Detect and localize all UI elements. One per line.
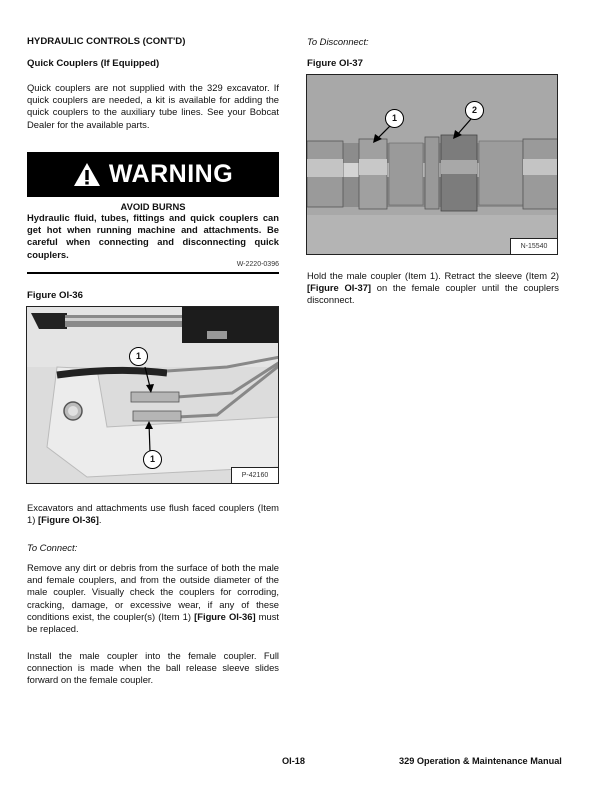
warning-rule [27, 272, 279, 274]
warning-heading: AVOID BURNS [120, 201, 186, 212]
figure-reference: [Figure OI-36] [194, 610, 256, 622]
intro-paragraph: Quick couplers are not supplied with the 329 excavator. If quick couplers are needed, a kit is available for adding the quick couplers to the auxiliary tube lines. See your Bobcat Dealer for the available parts. [27, 82, 279, 130]
figure-36-photo [26, 306, 279, 484]
flush-couplers-paragraph [27, 502, 279, 526]
inspect-couplers-paragraph [27, 562, 279, 635]
figure-37-caption: Figure OI-37 [307, 58, 363, 69]
figure-36-caption: Figure OI-36 [27, 290, 83, 301]
warning-title: WARNING [108, 160, 234, 188]
figure-36-photo-id: P-42160 [231, 467, 278, 483]
warning-triangle-icon [73, 162, 101, 187]
subheading: Quick Couplers (If Equipped) [27, 58, 160, 69]
paragraph-text: Remove any dirt or debris from the surface of both the male and female couplers, and from the outside diameter of the male coupler. Visually check the couplers for corroding, cracking, damage, or excessive wear, if any of these conditions exist, the coupler(s) (Item 1) [27, 562, 279, 622]
figure-37-callout-2: 2 [465, 101, 484, 120]
paragraph-text: . [98, 514, 102, 526]
install-coupler-paragraph: Install the male coupler into the female coupler. Full connection is made when the ball release sleeve slides forward on the female coupler. [27, 650, 279, 686]
figure-37-callout-1: 1 [385, 109, 404, 128]
figure-reference: [Figure OI-37] [307, 282, 372, 294]
disconnect-paragraph [307, 270, 559, 307]
warning-text: Hydraulic fluid, tubes, fittings and quick couplers can get hot when running machine and attachments. Be careful when connecting and disconnecting quick couplers. [27, 212, 279, 260]
to-connect-label: To Connect: [27, 542, 78, 553]
warning-code: W-2220-0396 [236, 261, 279, 268]
paragraph-text: Excavators and attachments use flush faced couplers (Item 1) [27, 502, 279, 526]
figure-37-photo-id: N-15540 [510, 238, 557, 254]
to-disconnect-label: To Disconnect: [307, 36, 369, 47]
manual-title: 329 Operation & Maintenance Manual [399, 756, 562, 766]
section-heading: HYDRAULIC CONTROLS (CONT'D) [27, 36, 186, 47]
page-number: OI-18 [282, 756, 305, 766]
figure-37-photo [306, 74, 558, 255]
figure-36-callout-1-bottom: 1 [143, 450, 162, 469]
figure-36-callout-1-top: 1 [129, 347, 148, 366]
paragraph-text: on the female coupler until the couplers disconnect. [307, 282, 559, 306]
paragraph-text: must be replaced. [27, 610, 279, 635]
quick-coupler-illustration [307, 75, 558, 255]
warning-banner [27, 152, 279, 197]
figure-reference: [Figure OI-36] [37, 514, 99, 526]
paragraph-text: Hold the male coupler (Item 1). Retract the sleeve (Item 2) [307, 270, 559, 281]
